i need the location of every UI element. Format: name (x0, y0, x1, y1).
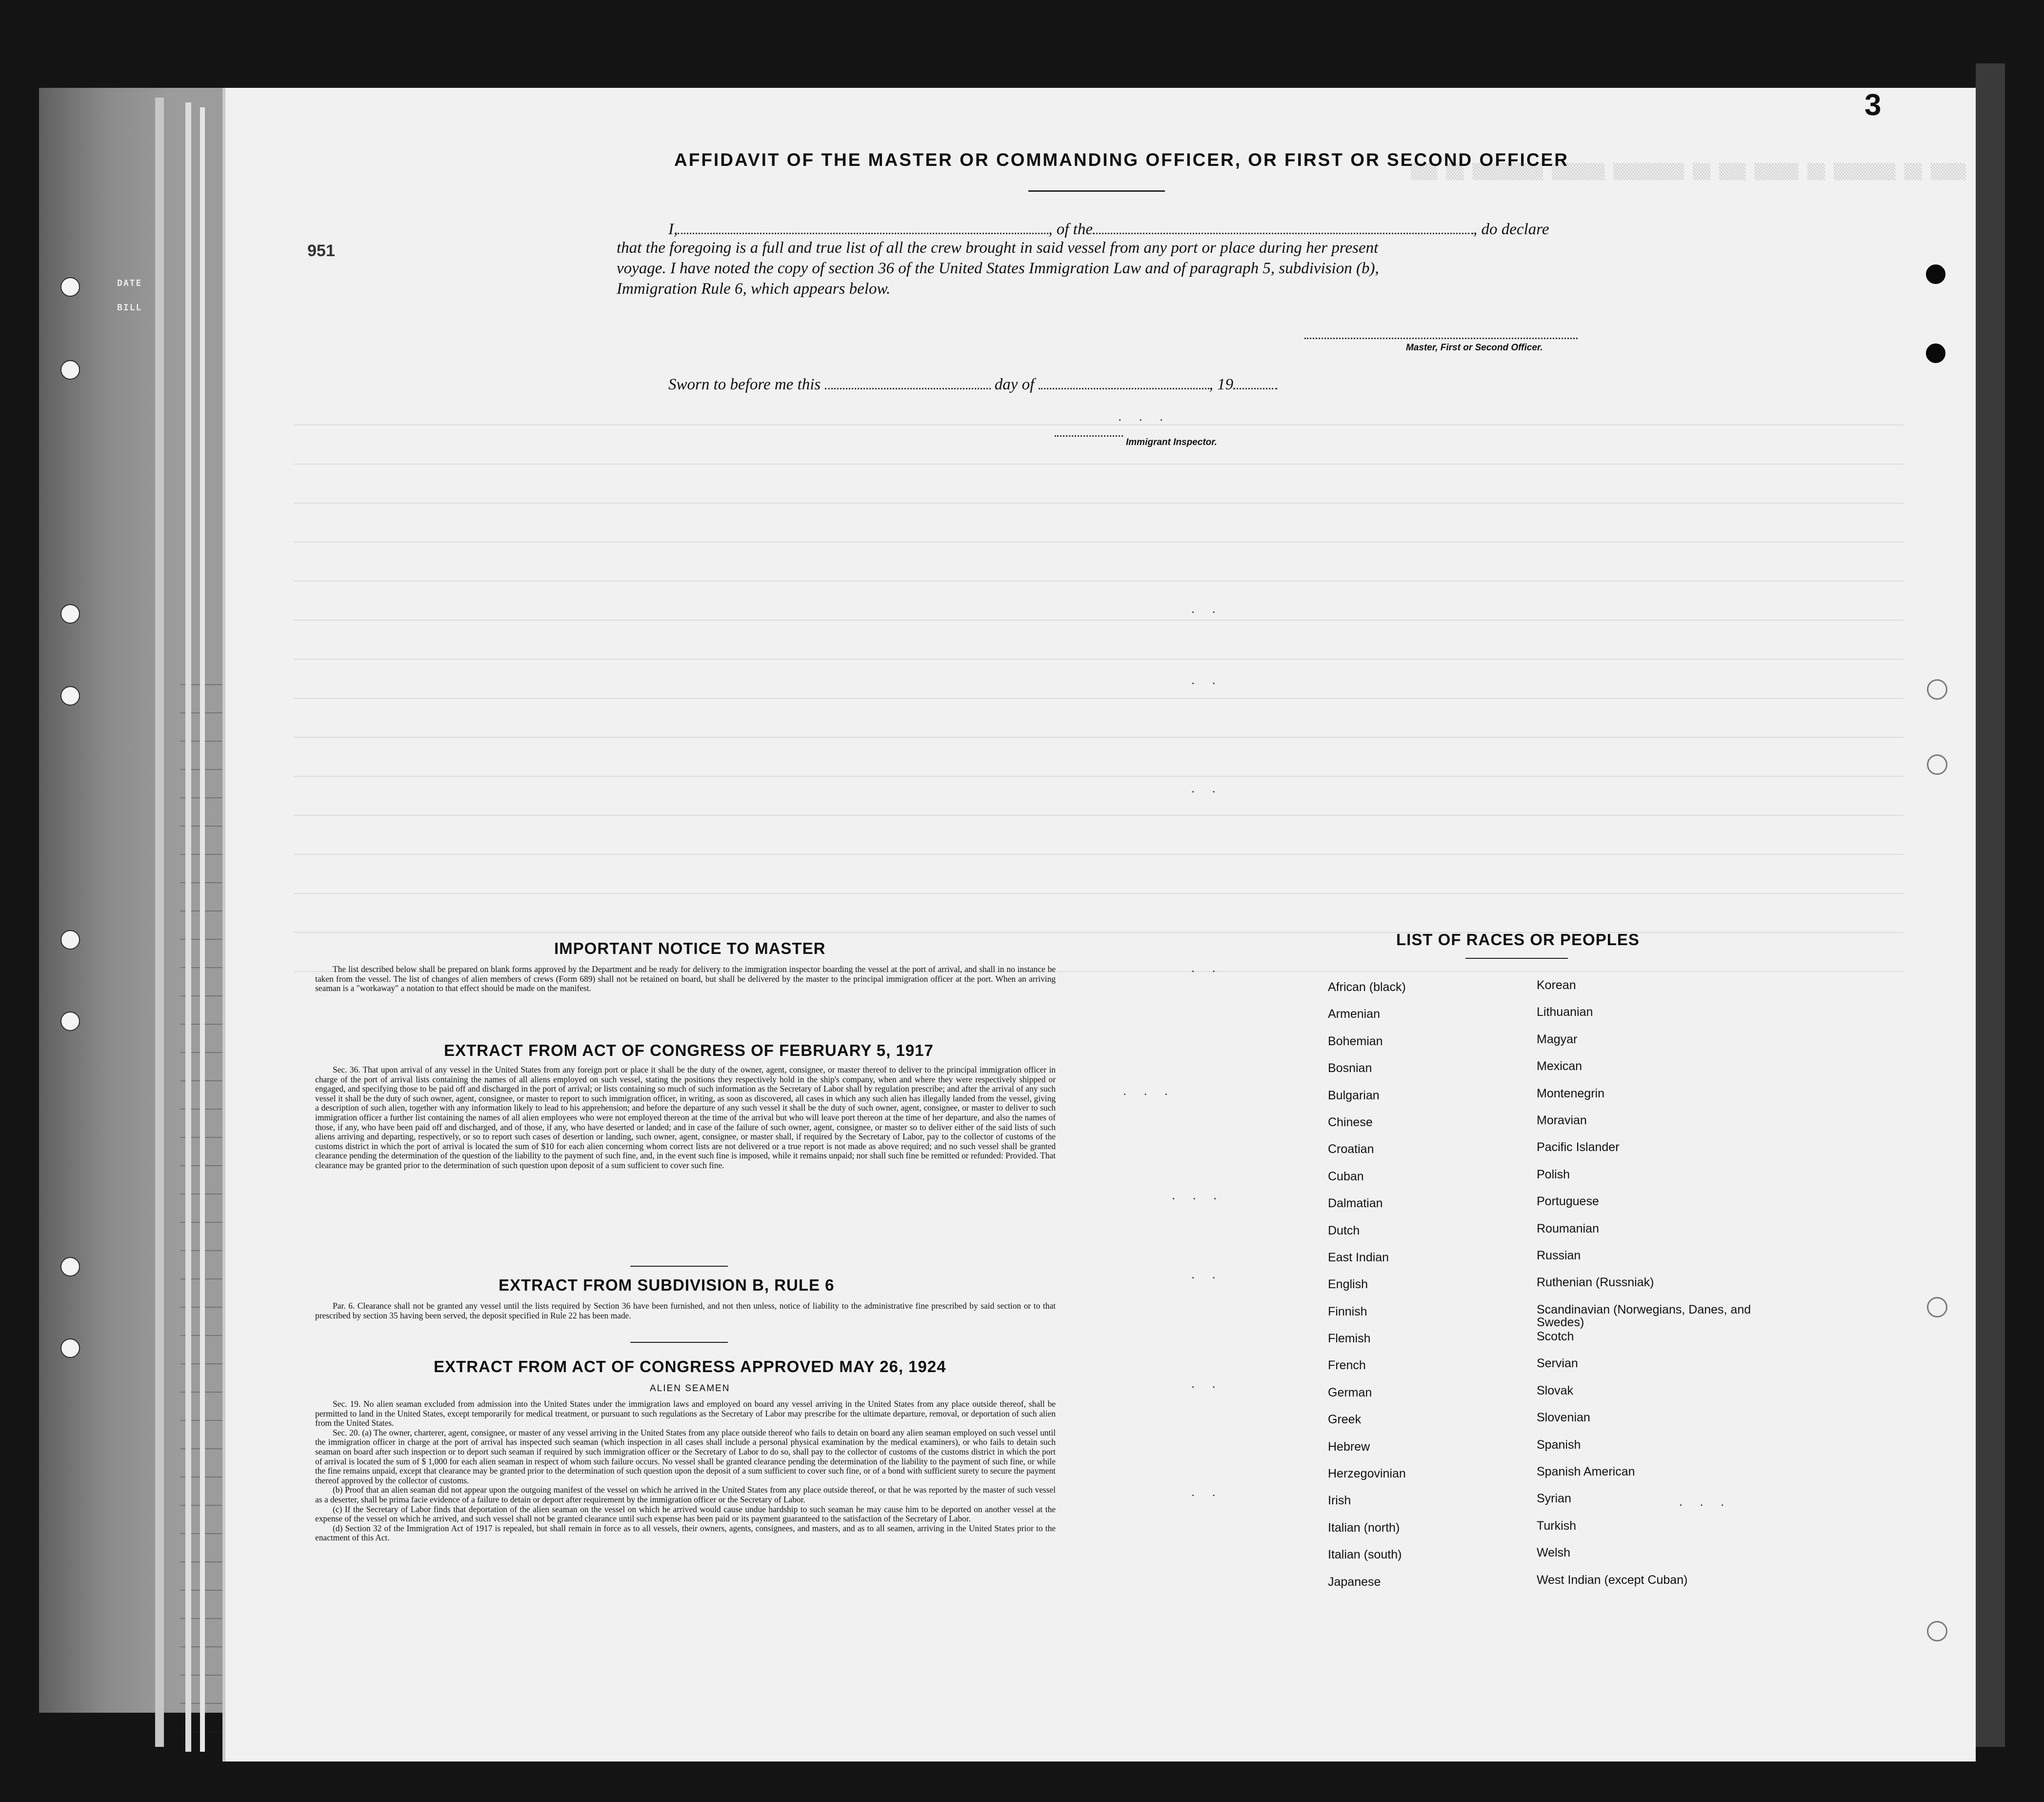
master-signature-line[interactable] (1304, 338, 1578, 339)
race-item: Montenegrin (1537, 1086, 1604, 1100)
race-item: Magyar (1537, 1032, 1578, 1046)
sworn-day-blank[interactable] (825, 376, 991, 389)
race-item: Pacific Islander (1537, 1140, 1620, 1154)
stray-dots: . . (1191, 781, 1222, 795)
stray-dots: . . (1191, 1267, 1222, 1281)
race-item: Russian (1537, 1248, 1581, 1262)
bleed-through-line (294, 854, 1904, 855)
extract-1924-text (315, 1399, 1056, 1543)
race-item: Syrian (1537, 1492, 1571, 1506)
bleed-through-line (294, 698, 1904, 699)
binder-hole (60, 277, 80, 297)
race-item: German (1328, 1385, 1372, 1399)
binder-hole (60, 1257, 80, 1276)
bleed-through-line (294, 815, 1904, 816)
bleed-through-line (294, 620, 1904, 621)
section-19-paragraph: Sec. 19. No alien seaman excluded from admission into the United States under the immigration laws and employed on board any vessel arriving in the United States from any place outside thereof, shall be permitted to land in the United States, except temporarily for medical treatment, or pursuant to such regulations as the Secretary of Labor may prescribe for the ultimate departure, removal, or deportation of such alien from the United States. (315, 1399, 1056, 1428)
declaration-line-1 (668, 221, 1549, 239)
corner-mark: 3 (1864, 88, 1882, 122)
bleed-through-line (294, 542, 1904, 543)
declaration-i: I, (668, 221, 678, 238)
underlying-form-label: DATE (117, 278, 142, 288)
race-item: Scandinavian (Norwegians, Danes, and Swedes) (1537, 1302, 1751, 1329)
binder-hole (60, 604, 80, 624)
race-item: Croatian (1328, 1142, 1374, 1156)
race-item: Welsh (1537, 1546, 1571, 1560)
race-item: Polish (1537, 1167, 1570, 1181)
races-left-column (1328, 981, 1513, 1602)
race-item: Bosnian (1328, 1061, 1372, 1075)
notice-paragraph: The list described below shall be prepared on blank forms approved by the Department and be ready for delivery to the immigration inspector boarding the vessel at the port of arrival, and shall in no instance be taken from the vessel. The list of changes of alien members of crews (Form 689) shall not be retained on board, but shall be delivered by the master to the principal immigration officer at the port. When an arriving seaman is a "workaway" a notation to that effect should be made on the manifest. (315, 964, 1056, 993)
binder-hole (1926, 344, 1945, 363)
stray-dots: . . . (1123, 1083, 1175, 1098)
stray-dots: . . . (1118, 409, 1170, 424)
section-20a-paragraph: Sec. 20. (a) The owner, charterer, agent, consignee, or master of any vessel arriving in the United States from any place outside thereof who fails to detain on board any alien seaman employed on such vessel until the immigration officer in charge at the port of arrival has inspected such seaman (which inspection in all cases shall include a personal physical examination by the medical examiners), or who fails to detain such seaman on board after such inspection or to deport such seaman if required by such immigration officer or the Secretary of Labor to do so, shall pay to the collector of customs of the customs district in which the port of arrival is located the sum of $ 1,000 for each alien seaman in respect of whom such failure occurs. No vessel shall be granted clearance pending the determination of the liability to the payment of such fine, or while the fine remains unpaid, except that clearance may be granted prior to the determination of such question upon the deposit of a sum sufficient to cover such fine, or of a bond with sufficient surety to secure the payment thereof approved by the collector of customs. (315, 1427, 1056, 1485)
stray-dots: . . (1191, 601, 1222, 616)
section-20b-paragraph: (b) Proof that an alien seaman did not appear upon the outgoing manifest of the vessel on which he arrived in the United States from any place outside thereof, or that he was reported by the master of such vessel as a deserter, shall be prima facie evidence of a failure to detain or deport after requirement by the immigration officer or the Secretary of Labor. (315, 1485, 1056, 1504)
race-item: Hebrew (1328, 1439, 1370, 1454)
declaration-line-4: Immigration Rule 6, which appears below. (617, 280, 891, 298)
bleed-through-line (294, 737, 1904, 738)
race-item: Cuban (1328, 1169, 1364, 1183)
stray-dots: . . (1191, 960, 1222, 975)
race-item: Turkish (1537, 1519, 1577, 1533)
bleed-through-line (294, 581, 1904, 582)
sworn-month-blank[interactable] (1039, 376, 1209, 389)
race-item: Scotch (1537, 1330, 1574, 1344)
binder-hole (1927, 1297, 1947, 1317)
underlying-form-label: BILL (117, 303, 142, 313)
declaration-do-declare: , do declare (1473, 221, 1549, 238)
bleed-through-line (294, 776, 1904, 777)
race-item: Finnish (1328, 1304, 1367, 1318)
race-item: Servian (1537, 1357, 1578, 1371)
affidavit-sheet (225, 88, 1976, 1762)
binder-hole (1927, 679, 1947, 700)
inspector-caption: Immigrant Inspector. (1126, 437, 1217, 447)
race-item: Moravian (1537, 1113, 1587, 1127)
binder-hole (60, 1338, 80, 1358)
race-item: West Indian (except Cuban) (1537, 1573, 1688, 1587)
vessel-name-blank[interactable] (1093, 221, 1473, 234)
race-item: Bohemian (1328, 1034, 1383, 1048)
binder-hole (60, 1012, 80, 1031)
stray-dots: . . . (1679, 1494, 1731, 1509)
page-edge (1976, 63, 2005, 1747)
race-item: French (1328, 1358, 1366, 1373)
race-item: African (black) (1328, 980, 1406, 994)
bleed-through-text: ▒▒▒ ▒▒ ▒▒▒▒▒▒▒▒ ▒▒▒▒▒▒ ▒▒▒▒▒▒▒▒ ▒▒ ▒▒▒ ▒▒▒▒▒ ▒▒ ▒▒▒▒▒▒▒ ▒▒ ▒▒▒▒ (1411, 163, 1966, 181)
master-signature-caption: Master, First or Second Officer. (1406, 343, 1543, 353)
race-item: Japanese (1328, 1575, 1381, 1589)
stray-dots: . . (1191, 672, 1222, 687)
declaration-line-2: that the foregoing is a full and true list of all the crew brought in said vessel from any port or place during her present (617, 239, 1379, 257)
binder-hole (1927, 754, 1947, 775)
bleed-through-line (294, 503, 1904, 504)
page-edge (200, 107, 205, 1752)
extract-1917-title: EXTRACT FROM ACT OF CONGRESS OF FEBRUARY 5, 1917 (444, 1041, 934, 1059)
subdivision-text (315, 1301, 1056, 1320)
inspector-signature-line[interactable] (1055, 435, 1123, 437)
binder-hole (60, 360, 80, 380)
stray-dots: . . (1191, 1484, 1222, 1499)
stray-dots: . . (1191, 1376, 1222, 1391)
binder-hole (60, 686, 80, 706)
sworn-day-of: day of (994, 376, 1035, 393)
stray-dots: . . . (1172, 1188, 1224, 1202)
race-item: Herzegovinian (1328, 1467, 1406, 1481)
sworn-line (668, 376, 1277, 394)
race-item: Spanish American (1537, 1465, 1635, 1479)
binder-hole (1926, 264, 1945, 284)
binder-hole (60, 930, 80, 950)
race-item: Spanish (1537, 1438, 1581, 1452)
race-item: Slovenian (1537, 1411, 1590, 1425)
race-item: Greek (1328, 1413, 1362, 1427)
subdivision-title: EXTRACT FROM SUBDIVISION B, RULE 6 (499, 1276, 835, 1294)
section-rule (630, 1342, 728, 1343)
race-item: Dutch (1328, 1223, 1360, 1237)
race-item: Italian (south) (1328, 1548, 1402, 1562)
extract-1917-text (315, 1065, 1056, 1171)
race-item: Irish (1328, 1494, 1351, 1508)
declaration-of-the: , of the (1048, 221, 1093, 238)
race-item: Ruthenian (Russniak) (1537, 1276, 1654, 1290)
notice-text (315, 965, 1056, 993)
sworn-year-blank[interactable] (1233, 376, 1277, 389)
race-item: Bulgarian (1328, 1088, 1380, 1102)
race-item: Slovak (1537, 1383, 1574, 1397)
race-item: Roumanian (1537, 1221, 1599, 1235)
page-number: 951 (307, 242, 335, 260)
race-item: East Indian (1328, 1250, 1389, 1264)
bleed-through-line (294, 659, 1904, 660)
notice-title: IMPORTANT NOTICE TO MASTER (554, 939, 826, 957)
section-rule (630, 1266, 728, 1267)
bleed-through-line (294, 464, 1904, 465)
race-item: Lithuanian (1537, 1005, 1593, 1019)
race-item: Italian (north) (1328, 1520, 1400, 1535)
races-title: LIST OF RACES OR PEOPLES (1396, 931, 1640, 949)
race-item: Portuguese (1537, 1195, 1599, 1209)
section-20d-paragraph: (d) Section 32 of the Immigration Act of 1917 is repealed, but shall remain in force as to all vessels, their owners, agents, consignees, and masters, and as to all seamen, arriving in the United States prior to the enactment of this Act. (315, 1523, 1056, 1543)
section-20c-paragraph: (c) If the Secretary of Labor finds that deportation of the alien seaman on the vessel on which he arrived would cause undue hardship to such seaman he may cause him to be deported on another vessel at the expense of the vessel on which he arrived, and such vessel shall not be granted clearance until such expense has been paid or its payment guaranteed to the satisfaction of the Secretary of Labor. (315, 1504, 1056, 1524)
race-item: Korean (1537, 978, 1576, 992)
races-right-column (1537, 979, 1790, 1600)
affidavit-title: AFFIDAVIT OF THE MASTER OR COMMANDING OFFICER, OR FIRST OR SECOND OFFICER (674, 150, 1569, 170)
race-item: Dalmatian (1328, 1196, 1383, 1211)
alien-seamen-subtitle: ALIEN SEAMEN (650, 1383, 730, 1394)
sworn-text: Sworn to before me this (668, 376, 821, 393)
section-36-paragraph: Sec. 36. That upon arrival of any vessel in the United States from any foreign port or place it shall be the duty of the owner, agent, consignee, or master thereof to deliver to the principal immigration officer in charge of the port of arrival lists containing the names of all aliens employed on such vessel, stating the positions they respectively hold in the ship's company, when and where they were respectively shipped or engaged, and specifying those to be paid off and discharged in the port of arrival; or lists containing so much of such information as the Secretary of Labor shall by regulation prescribe; and after the arrival of any such vessel it shall be the duty of such owner, agent, consignee, or master to report to such immigration officer, in writing, as soon as discovered, all cases in which any such alien has illegally landed from the vessel, giving a description of such alien, together with any information likely to lead to his apprehension; and before the departure of any such vessel it shall be the duty of such owner, agent, consignee, or master to deliver to such immigration officer a further list containing the names of all alien employees who were not employed thereon at the time of the arrival but who will leave port thereon at the time of her departure, and also the names of those, if any, who have been paid off and discharged, and of those, if any, who have deserted or landed; and in case of the failure of such owner, agent, consignee, or master so to deliver either of the said lists of such aliens arriving and departing, respectively, or so to report such cases of desertion or landing, such owner, agent, consignee, or master shall, if required by the Secretary of Labor, pay to the collector of customs of the customs district in which the port of arrival is located the sum of $10 for each alien concerning whom correct lists are not delivered or a true report is not made as above required; and no such vessel shall be granted clearance pending the determination of the question of the liability to the payment of such fine, and, in the event such fine is imposed, while it remains unpaid; nor shall such fine be remitted or refunded: Provided. That clearance may be granted prior to the determination of such question upon deposit of a sum sufficient to cover such fine. (315, 1065, 1056, 1170)
paragraph-6: Par. 6. Clearance shall not be granted any vessel until the lists required by Section 36 have been furnished, and not then unless, notice of liability to the administrative fine prescribed by said section or to that prescribed by section 35 having been served, the deposit specified in Rule 22 has been made. (315, 1301, 1056, 1320)
bleed-through-line (294, 893, 1904, 894)
title-rule (1028, 190, 1165, 192)
race-item: Flemish (1328, 1332, 1371, 1346)
page-edge (155, 98, 164, 1747)
page-edge (185, 102, 191, 1752)
race-item: Mexican (1537, 1059, 1583, 1073)
race-item: English (1328, 1277, 1368, 1292)
declaration-line-3: voyage. I have noted the copy of section 36 of the United States Immigration Law and of paragraph 5, subdivision (b), (617, 260, 1379, 277)
extract-1924-title: EXTRACT FROM ACT OF CONGRESS APPROVED MAY 26, 1924 (434, 1357, 946, 1376)
race-item: Armenian (1328, 1007, 1380, 1021)
races-rule (1465, 958, 1568, 959)
sworn-year: , 19 (1209, 376, 1234, 393)
bleed-through-line (294, 932, 1904, 933)
race-item: Chinese (1328, 1115, 1373, 1129)
binder-hole (1927, 1621, 1947, 1641)
officer-name-blank[interactable] (678, 221, 1048, 234)
